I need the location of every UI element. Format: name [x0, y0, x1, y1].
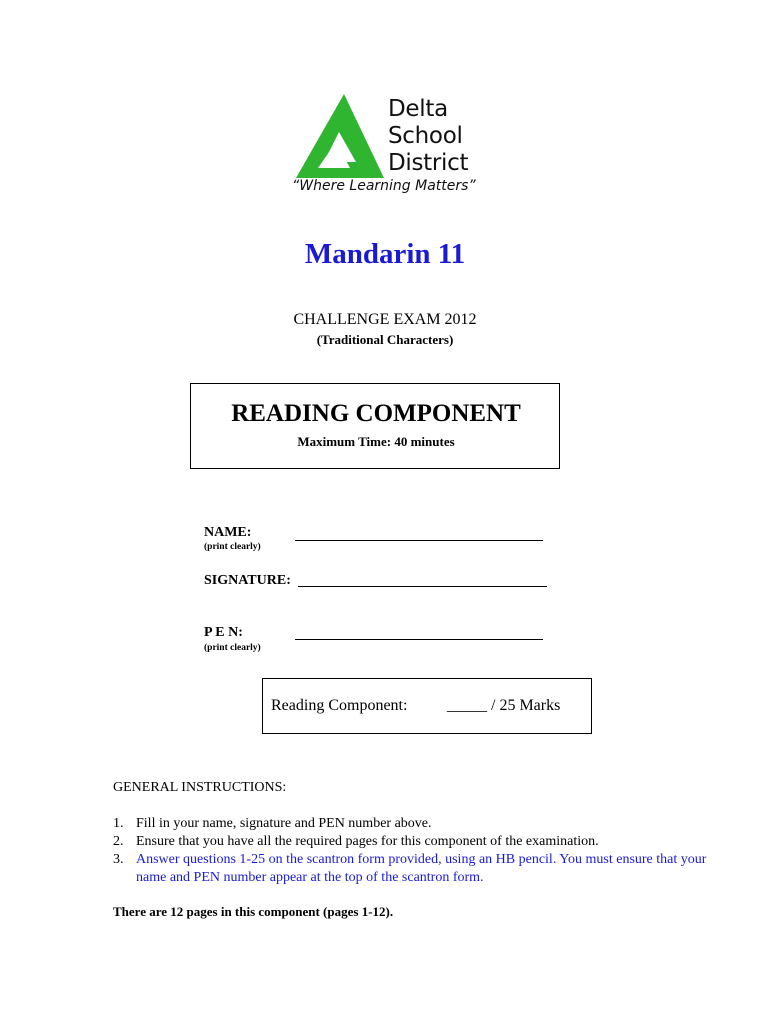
name-hint: (print clearly) [204, 542, 261, 552]
instruction-text: Fill in your name, signature and PEN number above. [136, 816, 432, 831]
name-field[interactable] [295, 540, 543, 541]
instruction-item [113, 833, 713, 851]
pen-field[interactable] [295, 639, 543, 640]
logo-tagline: “Where Learning Matters” [292, 178, 476, 194]
instruction-number: 3. [113, 852, 124, 867]
instructions-heading: GENERAL INSTRUCTIONS: [113, 780, 287, 795]
instruction-text: Ensure that you have all the required pages for this component of the examination. [136, 834, 599, 849]
pen-label: P E N: [204, 625, 243, 640]
name-label: NAME: [204, 525, 252, 540]
instruction-number: 1. [113, 816, 124, 831]
marks-label: Reading Component: [271, 697, 408, 714]
logo-text-line1: Delta [388, 96, 448, 122]
page-count-note: There are 12 pages in this component (pages 1-12). [113, 904, 394, 919]
component-title: READING COMPONENT [231, 400, 521, 427]
instructions-list [113, 815, 713, 887]
marks-value: _____ / 25 Marks [447, 697, 561, 714]
page-title: Mandarin 11 [304, 238, 466, 270]
logo-text-line3: District [388, 150, 469, 176]
component-time: Maximum Time: 40 minutes [297, 434, 455, 449]
instruction-number: 2. [113, 834, 124, 849]
signature-field[interactable] [298, 586, 547, 587]
delta-logo-icon [294, 92, 386, 182]
exam-name: CHALLENGE EXAM 2012 [293, 311, 477, 328]
pen-hint: (print clearly) [204, 643, 261, 653]
signature-label: SIGNATURE: [204, 573, 291, 588]
instruction-text: Answer questions 1-25 on the scantron form provided, using an HB pencil. You must ensure that your name and PEN number appear at the top of the scantron form. [136, 852, 707, 885]
logo-text-line2: School [388, 123, 463, 149]
instruction-item [113, 815, 713, 833]
instruction-item [113, 851, 713, 887]
character-set: (Traditional Characters) [316, 332, 454, 347]
